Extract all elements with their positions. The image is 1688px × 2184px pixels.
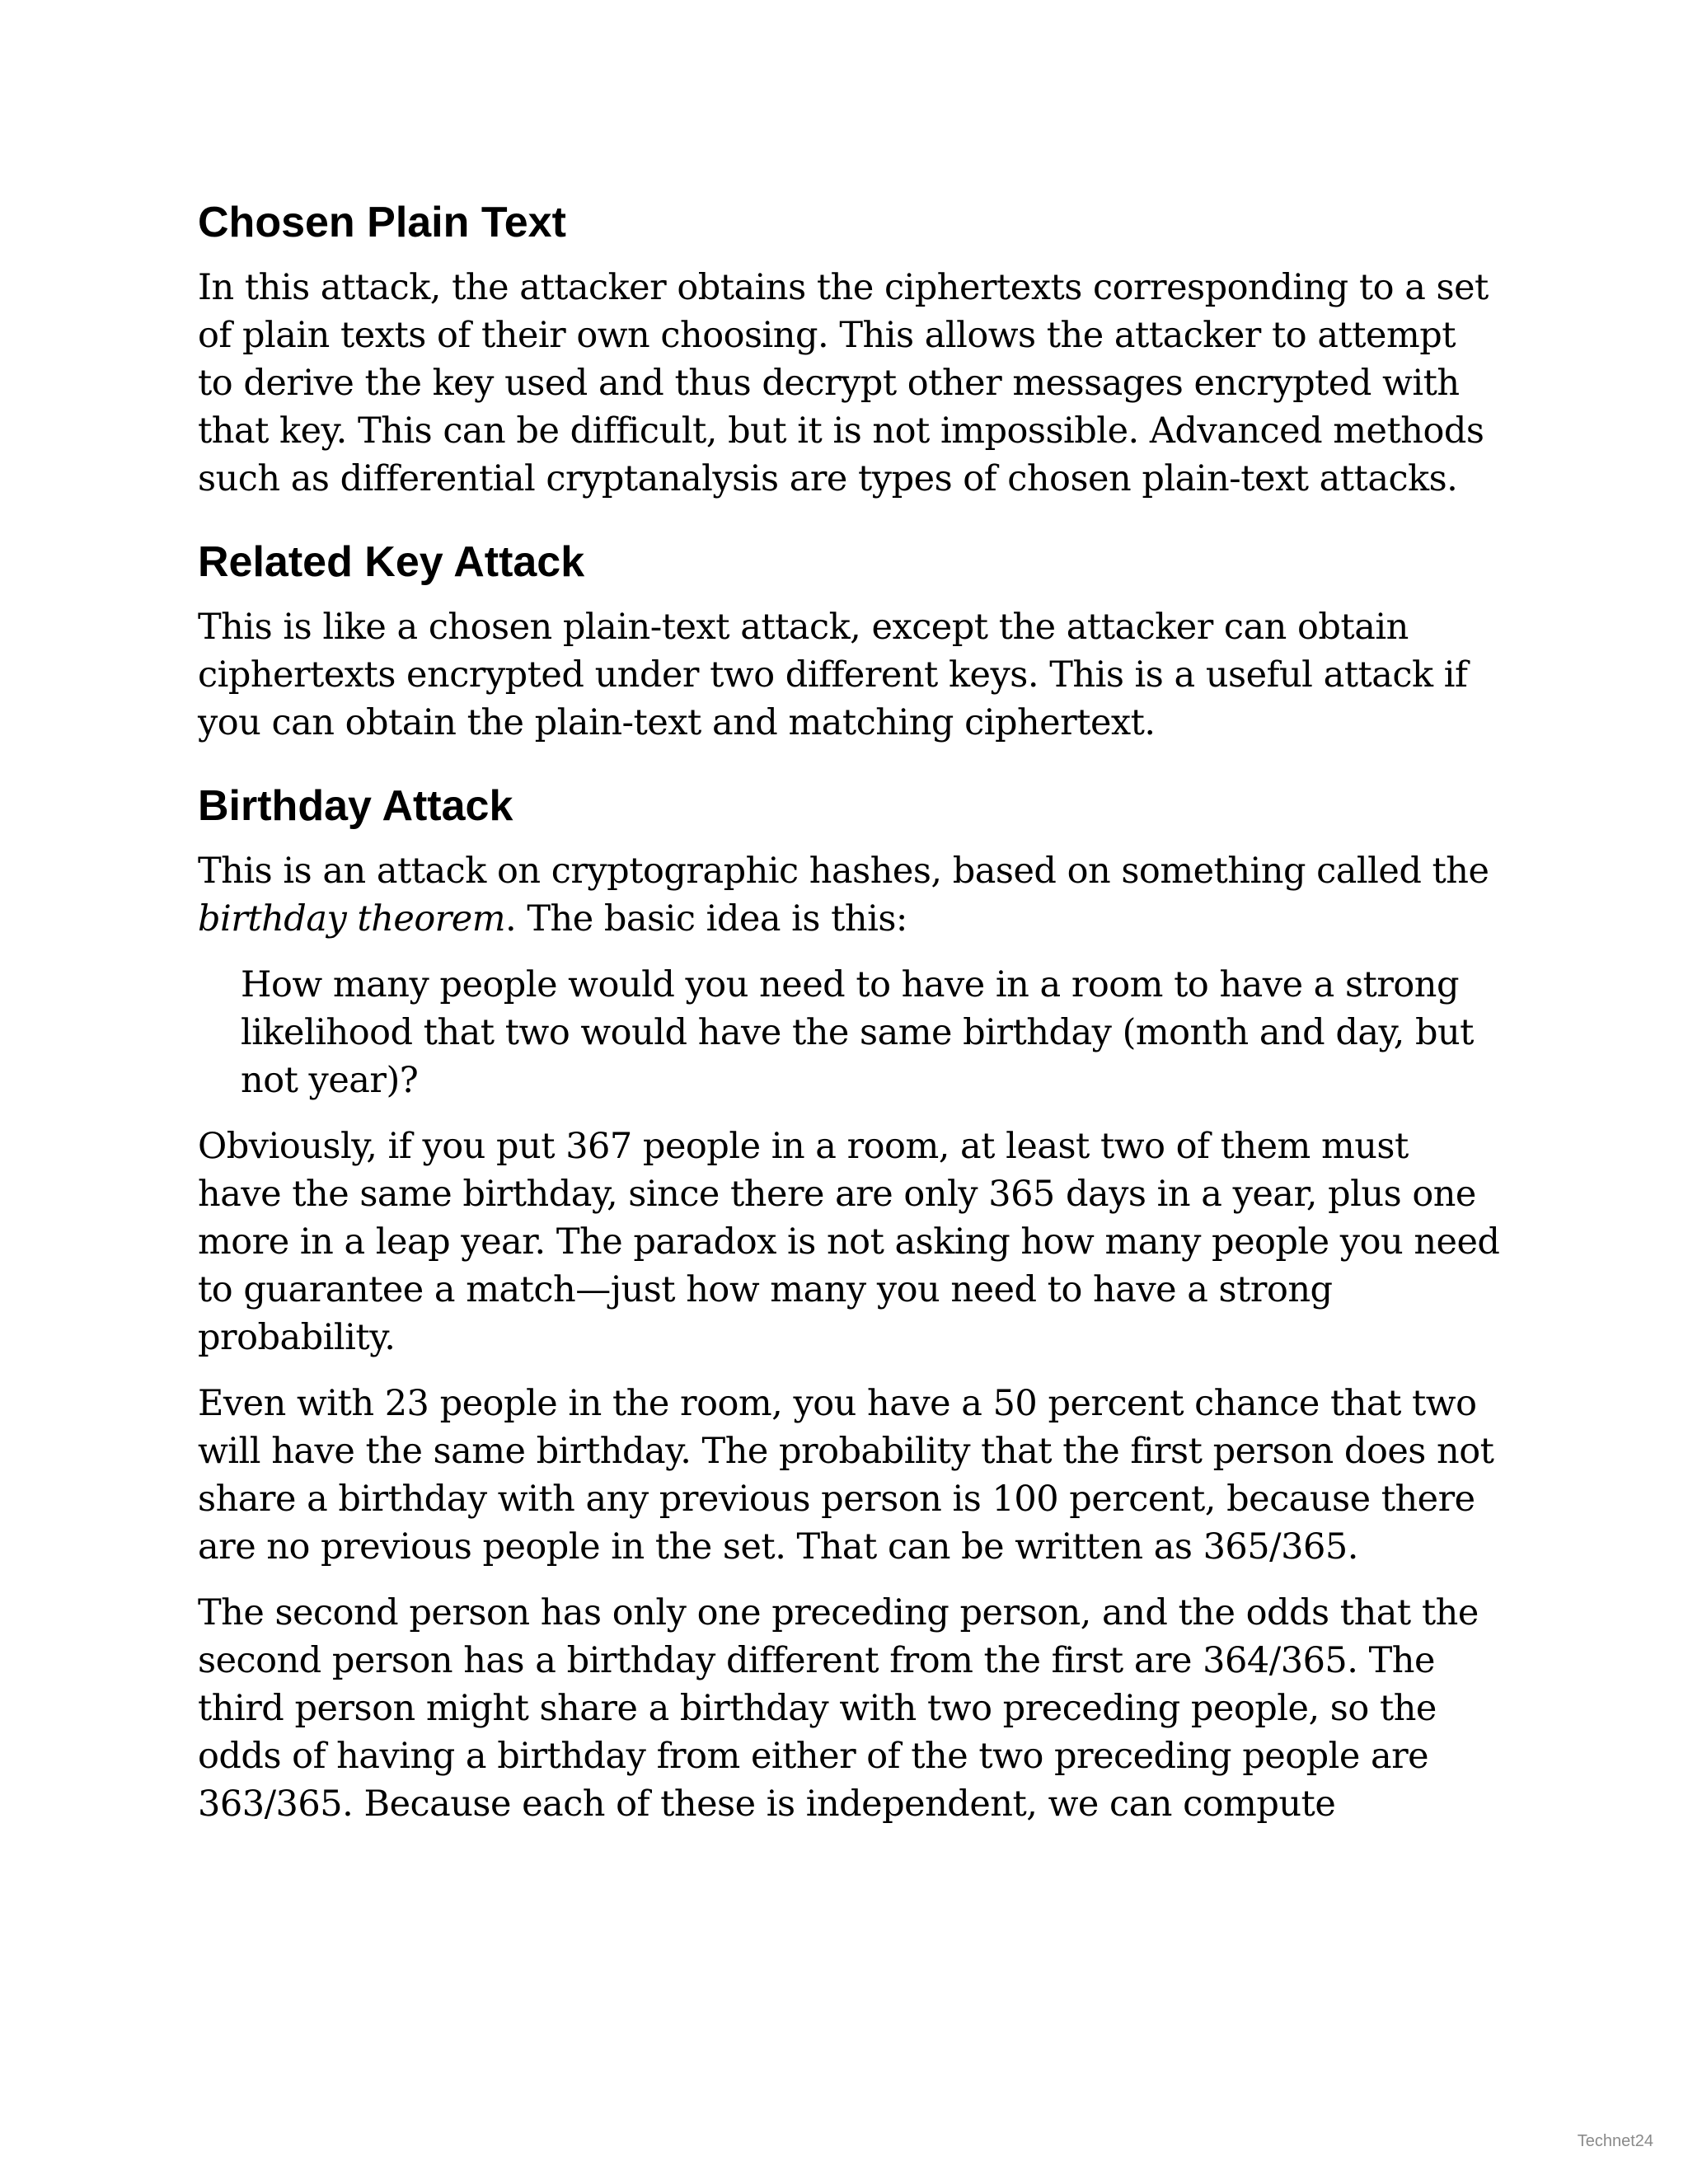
footer-watermark: Technet24 (1577, 2132, 1653, 2150)
section-heading: Birthday Attack (198, 782, 513, 830)
section-birthday-attack (198, 780, 1500, 1828)
intro-text-start: This is an attack on cryptographic hashes, based on something called the (198, 851, 1489, 892)
paragraph: In this attack, the attacker obtains the ciphertexts corresponding to a set of plain texts of their own choosing. This allows the attacker to attempt to derive the key used and thus decrypt other messages encrypted with that key. This can be difficult, but it is not impossible. Advanced methods such as differential cryptanalysis are types of chosen plain-text attacks. (198, 267, 1489, 499)
intro-text-end: . The basic idea is this: (505, 898, 907, 940)
emphasized-term: birthday theorem (198, 898, 506, 940)
paragraph: Obviously, if you put 367 people in a room, at least two of them must have the same birthday, since there are only 365 days in a year, plus one more in a leap year. The paradox is not asking how many people you need to guarantee a match—just how many you need to have a strong probability. (198, 1126, 1500, 1358)
paragraph: The second person has only one preceding person, and the odds that the second person has a birthday different from the first are 364/365. The third person might share a birthday with two preceding people, so the odds of having a birthday from either of the two preceding people are 363/365. Because each of these is independent, we can compute (198, 1592, 1479, 1825)
block-quote: How many people would you need to have in a room to have a strong likelihood that two would have the same birthday (month and day, but not year)? (241, 964, 1474, 1101)
document-page (198, 196, 1500, 1861)
section-heading: Related Key Attack (198, 538, 585, 586)
paragraph: This is like a chosen plain-text attack, except the attacker can obtain ciphertexts encrypted under two different keys. This is a useful attack if you can obtain the plain-text and matching ciphertext. (198, 607, 1468, 743)
paragraph: Even with 23 people in the room, you have a 50 percent chance that two will have the same birthday. The probability that the first person does not share a birthday with any previous person is 100 percent, because there are no previous people in the set. That can be written as 365/365. (198, 1383, 1494, 1568)
section-chosen-plain-text (198, 196, 1500, 503)
section-related-key-attack (198, 536, 1500, 747)
section-heading: Chosen Plain Text (198, 199, 566, 246)
intro-paragraph (198, 847, 1500, 943)
